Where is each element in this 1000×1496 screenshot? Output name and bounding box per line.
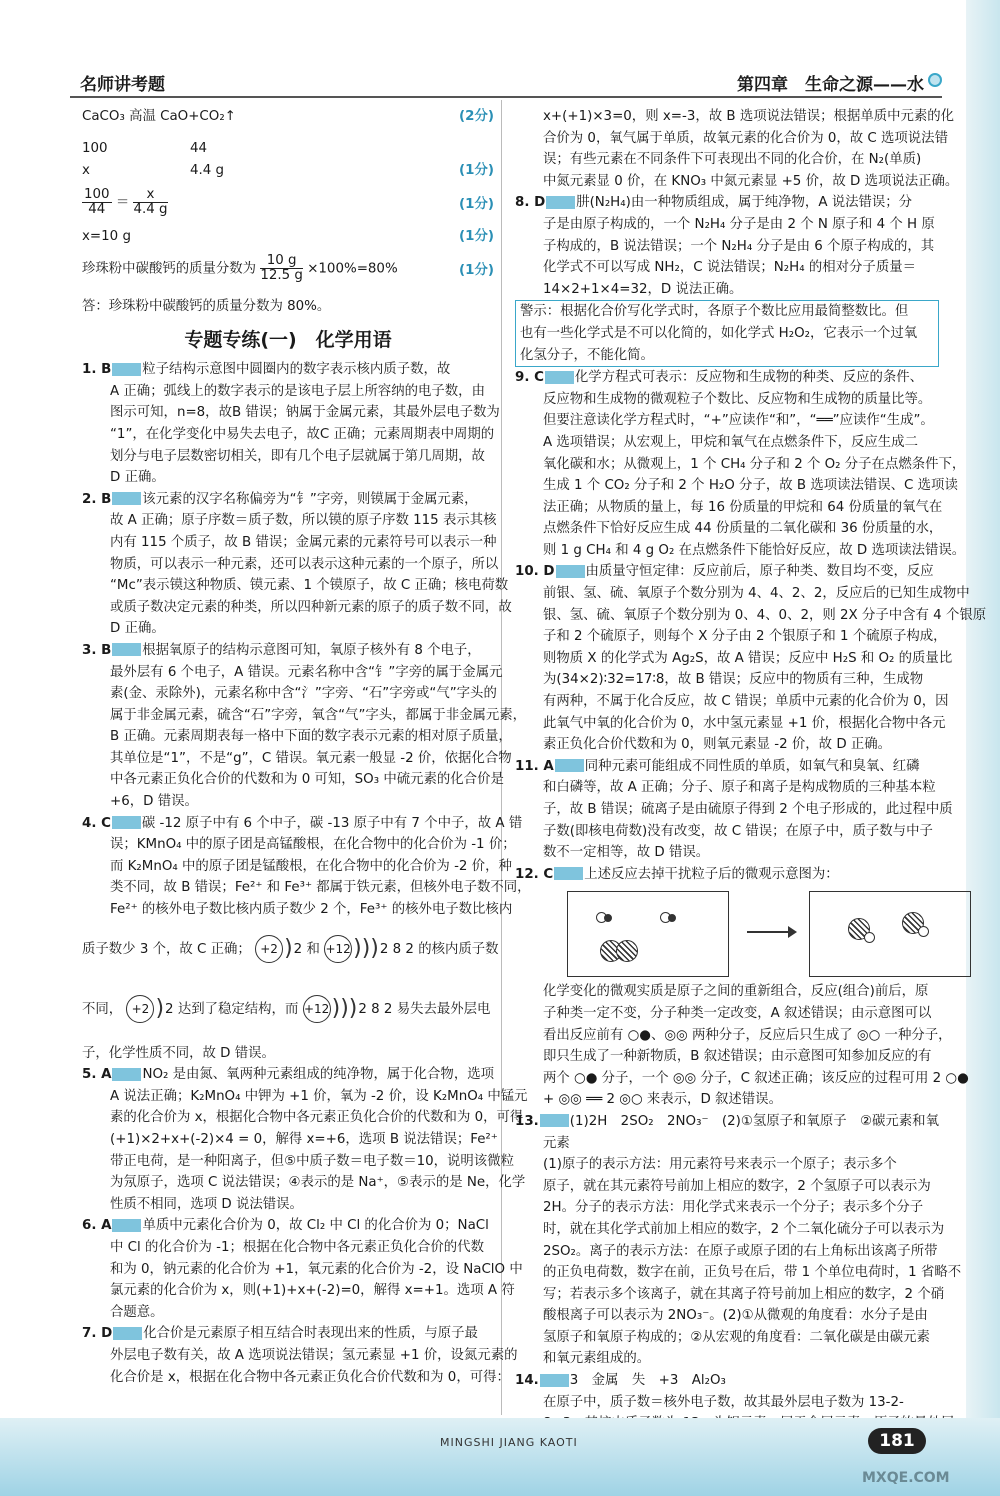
text-line	[515, 1348, 939, 1370]
line-text: 2SO₂。离子的表示方法：在原子或原子团的右上角标出该离子所带	[543, 1243, 938, 1259]
question-number: 7. D	[82, 1326, 113, 1342]
line-text: 合价为 0，氧气属于单质，故氧元素的化合价为 0，故 C 选项说法错	[543, 130, 948, 146]
text-line	[82, 554, 499, 576]
section-title: 专题专练(一) 化学用语	[184, 328, 392, 351]
analysis-tag-icon	[112, 1068, 141, 1081]
line-text: 单质中元素化合价为 0，故 Cl₂ 中 Cl 的化合价为 0；NaCl	[142, 1218, 489, 1234]
calc-row-result: x=10 g (1分)	[82, 229, 494, 244]
text-line	[515, 214, 939, 236]
text-line	[515, 1068, 969, 1090]
analysis-tag-icon	[554, 867, 583, 880]
right-column	[515, 106, 987, 1435]
line-text: 和为 0，钠元素的化合价为 +1，氧元素的化合价为 -2，设 NaClO 中	[110, 1261, 523, 1277]
text-line	[82, 575, 509, 597]
line-text: 性质不相同，选项 D 说法错误。	[110, 1196, 303, 1212]
text-line	[515, 497, 943, 519]
line-text: 原子，就在其元素符号前加上相应的数字，2 个氢原子可以表示为	[543, 1178, 931, 1194]
analysis-tag-icon	[556, 565, 585, 578]
line-text: 则物质 X 的化学式为 Ag₂S，故 A 错误；反应中 H₂S 和 O₂ 的质量比	[543, 650, 953, 666]
text-line	[515, 106, 955, 128]
line-text: (+1)×2+x+(-2)×4 = 0，解得 x=+6，选项 B 说法错误；Fe²⁺	[110, 1132, 498, 1147]
text-line	[515, 192, 939, 214]
line-text: 素的化合价为 x，根据化合物中各元素正负化合价的代数和为 0，可得	[110, 1110, 524, 1126]
atom-row-3: 子，化学性质不同，故 D 错误。	[82, 1045, 275, 1061]
line-text: 数不一定相等，故 D 错误。	[543, 845, 710, 861]
analysis-tag-icon	[112, 363, 141, 376]
reaction-diagram	[567, 891, 939, 977]
analysis-tag-icon	[112, 816, 141, 829]
analysis-tag-icon	[540, 1114, 569, 1127]
analysis-tag-icon	[545, 371, 574, 384]
text-line	[82, 662, 503, 684]
text-line	[515, 1262, 962, 1284]
line-text: “1”，在化学变化中易失去电子，故C 正确；元素周期表中周期的	[110, 426, 495, 442]
line-text: (1)原子的表示方法：用元素符号来表示一个原子；表示多个	[543, 1157, 897, 1173]
text-line	[515, 475, 958, 497]
calc-equation: CaCO₃ 高温 CaO+CO₂↑ (2分)	[82, 109, 494, 124]
warning-note	[515, 300, 939, 367]
line-text: 在原子中，质子数＝核外电子数，故其最外层电子数为 13-2-	[543, 1394, 904, 1410]
text-line	[515, 583, 970, 605]
text-line	[82, 446, 494, 468]
text-line	[82, 877, 531, 899]
analysis-tag-icon	[112, 1219, 141, 1232]
analysis-tag-icon	[540, 1374, 569, 1387]
line-text: 子数(即核电荷数)没有改变，故 C 错误；在原子中，质子数与中子	[543, 823, 933, 839]
footer-band	[0, 1418, 1000, 1496]
line-text: 子和 2 个硫原子，则每个 X 分子由 2 个银原子和 1 个硫原子构成，	[543, 629, 947, 645]
line-text: 粒子结构示意图中圆圈内的数字表示核内质子数，故	[142, 362, 451, 378]
text-line	[515, 1284, 945, 1306]
text-line	[515, 756, 939, 778]
text-line	[515, 389, 939, 411]
text-line	[82, 381, 494, 403]
text-line	[515, 1111, 939, 1133]
text-line	[82, 1107, 524, 1129]
text-line	[515, 648, 953, 670]
text-line	[82, 467, 494, 489]
line-text: 划分与电子层数密切相关，即有几个电子层就属于第几周期，故	[110, 448, 485, 464]
question-number: 2. B	[82, 491, 112, 507]
text-line	[82, 1280, 515, 1302]
line-text: 化学方程式可表示：反应物和生成物的种类、反应的条件、	[574, 370, 924, 386]
line-text: 即只生成了一种新物质，B 叙述错误；由示意图可知参加反应的有	[543, 1049, 932, 1065]
line-text: (1)2H 2SO₂ 2NO₃⁻ (2)①氢原子和氧原子 ②碳元素和氧	[569, 1113, 939, 1129]
text-line	[82, 424, 494, 446]
header-circle-icon	[928, 73, 942, 87]
line-text: 和白磷等，故 A 正确；分子、原子和离子是构成物质的三种基本粒	[543, 780, 936, 796]
calc-row-unknown: x 4.4 g (1分)	[82, 163, 494, 178]
text-line	[515, 171, 959, 193]
text-line	[515, 367, 939, 389]
text-line	[515, 713, 946, 735]
text-line	[515, 561, 939, 583]
text-line	[515, 454, 966, 476]
text-line	[515, 518, 943, 540]
text-line	[515, 691, 949, 713]
products-box	[809, 891, 971, 977]
calc-answer: 答：珍珠粉中碳酸钙的质量分数为 80%。	[82, 299, 331, 314]
line-text: 上述反应去掉干扰粒子后的微观示意图为：	[584, 866, 839, 882]
line-text: 内有 115 个质子，故 B 错误；金属元素的元素符号可以表示一种	[110, 534, 497, 550]
right-answers-2	[515, 367, 987, 885]
arrow-icon	[747, 931, 795, 933]
line-text: 3 金属 失 +3 Al₂O₃	[569, 1373, 726, 1389]
calc-row-proportion: $\frac{100}{44}$ ＝ $\frac{x}{4.4 g}$ (1分)	[84, 187, 494, 217]
line-text: 为氖原子，选项 C 说法错误；④表示的是 Na⁺，⑤表示的是 Ne，化学	[110, 1175, 526, 1191]
line-text: 同种元素可能组成不同性质的单质，如氧气和臭氧、红磷	[584, 758, 920, 774]
question-number: 11. A	[515, 758, 554, 774]
text-line	[82, 726, 512, 748]
text-line	[82, 597, 512, 619]
atom-row-2: 不同， +2 )2 达到了稳定结构，而 +12 )))2 8 2 易失去最外层电	[82, 995, 491, 1021]
text-line	[82, 1129, 498, 1151]
right-answers-3	[515, 981, 969, 1434]
line-text: 为(34×2)∶32=17∶8，故 B 错误；反应中的物质有三种，生成物	[543, 672, 924, 688]
text-line	[515, 1133, 939, 1155]
question-number: 1. B	[82, 362, 112, 378]
line-text: 银、氢、硫、氧原子个数分别为 0、4、0、2，则 2X 分子中含有 4 个银原	[543, 607, 987, 623]
line-text: 反应物和生成物的微观粒子个数比、反应物和生成物的质量比等。	[543, 391, 932, 407]
line-text: 中 Cl 的化合价为 -1；根据在化合物中各元素正负化合价的代数	[110, 1239, 484, 1255]
text-line	[82, 683, 497, 705]
line-text: 和氧元素组成的。	[543, 1351, 651, 1367]
analysis-tag-icon	[113, 1327, 142, 1340]
line-text: 氯元素的化合价为 x，则(+1)+x+(-2)=0，解得 x=+1。选项 A 符	[110, 1283, 515, 1299]
text-line	[515, 799, 953, 821]
line-text: D 正确。	[110, 621, 165, 637]
line-text: 看出反应前有 ○●、◎◎ 两种分子，反应后只生成了 ◎○ 一种分子，	[543, 1027, 952, 1043]
text-line	[515, 1197, 939, 1219]
line-text: 子种类一定不变，分子种类一定改变，A 叙述错误；由示意图可以	[543, 1005, 932, 1021]
question-number: 13.	[515, 1113, 539, 1129]
line-text: A 选项错误；从宏观上，甲烷和氧气在点燃条件下，反应生成二	[543, 434, 918, 450]
line-text: 子，故 B 错误；硫离子是由硫原子得到 2 个电子形成的，此过程中质	[543, 802, 953, 817]
text-line	[82, 618, 494, 640]
text-line	[515, 734, 939, 756]
text-line	[82, 1172, 526, 1194]
line-text: 故 A 正确；原子序数＝质子数，所以镆的原子序数 115 表示其核	[110, 513, 497, 529]
calc-row-mass: 100 44	[82, 141, 208, 156]
text-line	[515, 1089, 939, 1111]
line-text: 化合价是 x，根据在化合物中各元素正负化合价代数和为 0，可得：	[110, 1369, 510, 1385]
line-text: 氧化碳和水；从微观上，1 个 CH₄ 分子和 2 个 O₂ 分子在点燃条件下，	[543, 456, 966, 472]
line-text: NO₂ 是由氮、氧两种元素组成的纯净物，属于化合物，选项	[142, 1067, 494, 1083]
line-text: 写；若表示多个该离子，就在其离子符号前加上相应的数字，2 个硝	[543, 1286, 945, 1302]
line-text: 物质，可以表示一种元素，还可以表示这种元素的一个原子，所以	[110, 556, 499, 572]
text-line	[515, 1392, 939, 1414]
line-text: 的正负电荷数，数字在前，正负号在后，带 1 个单位电荷时，1 省略不	[543, 1265, 962, 1281]
text-line	[82, 899, 513, 921]
line-text: 中氮元素显 0 价，在 KNO₃ 中氮元素显 +5 价，故 D 选项说法正确。	[543, 173, 959, 189]
line-text: 氢原子和氧原子构成的；②从宏观的角度看：二氧化碳是由碳元素	[543, 1329, 930, 1345]
text-line	[515, 1219, 945, 1241]
text-line	[515, 1046, 939, 1068]
line-text: 两个 ○● 分子，一个 ◎◎ 分子，C 叙述正确；该反应的过程可用 2 ○●	[543, 1070, 969, 1086]
text-line	[82, 532, 497, 554]
line-text: 但要注意读化学方程式时，“+”应读作“和”，“══”应读作“生成”。	[543, 413, 934, 429]
analysis-tag-icon	[112, 492, 141, 505]
text-line	[515, 279, 939, 301]
text-line	[82, 489, 494, 511]
footer-brand: MINGSHI JIANG KAOTI	[440, 1436, 578, 1449]
text-line	[515, 669, 939, 691]
text-line	[82, 359, 494, 381]
line-text: 元素	[543, 1135, 570, 1151]
text-line	[515, 149, 939, 171]
text-line	[515, 1154, 939, 1176]
reactants-box	[567, 891, 729, 977]
line-text: 或质子数决定元素的种类，所以四种新元素的原子的质子数不同，故	[110, 599, 512, 615]
line-text: 14×2+1×4=32，D 说法正确。	[543, 281, 743, 297]
line-text: 根据氧原子的结构示意图可知，氧原子核外有 8 个电子，	[142, 642, 481, 658]
right-answers	[515, 106, 959, 300]
text-line	[82, 510, 497, 532]
text-line	[515, 777, 939, 799]
text-line	[82, 791, 494, 813]
analysis-tag-icon	[112, 643, 141, 656]
text-line	[515, 540, 966, 562]
line-text: 点燃条件下恰好反应生成 44 份质量的二氧化碳和 36 份质量的水，	[543, 521, 943, 537]
line-text: 图示可知，n=8，故B 错误；钠属于金属元素，其最外层电子数为	[110, 405, 500, 421]
text-line	[515, 864, 939, 886]
question-number: 10. D	[515, 564, 555, 580]
line-text: Fe²⁺ 的核外电子数比核内质子数少 2 个，Fe³⁺ 的核外电子数比核内	[110, 902, 513, 918]
line-text: 误；有些元素在不同条件下可表现出不同的化合价，在 N₂(单质)	[543, 152, 922, 168]
text-line	[82, 1086, 528, 1108]
atom-diagram: +2	[255, 935, 283, 963]
text-line	[82, 1215, 494, 1237]
text-line	[515, 257, 939, 279]
question-number: 14.	[515, 1373, 539, 1389]
line-text: 其单位是“1”，不是“g”，C 错误。氧元素一般显 -2 价，依据化合物	[110, 750, 512, 766]
text-line	[515, 626, 947, 648]
text-line	[82, 1367, 510, 1389]
line-text: 前银、氢、硫、氧原子个数分别为 4、4、2、2，反应后的已知生成物中	[543, 586, 970, 602]
atom-row-1: 质子数少 3 个，故 C 正确； +2 )2 和 +12 )))2 8 2 的核内质子数	[82, 935, 499, 961]
note-line: 警示：根据化合价写化学式时，各原子个数比应用最简整数比。但	[520, 304, 909, 320]
text-line	[515, 410, 939, 432]
text-line	[515, 821, 939, 843]
line-text: 酸根离子可以表示为 2NO₃⁻。(2)①从微观的角度看：水分子是由	[543, 1308, 928, 1324]
page-edge	[966, 0, 1000, 1496]
text-line	[82, 1323, 494, 1345]
line-text: 化学变化的微观实质是原子之间的重新组合，反应(组合)前后，原	[543, 984, 929, 1000]
line-text: 类不同，故 B 错误；Fe²⁺ 和 Fe³⁺ 都属于铁元素，但核外电子数不同，	[110, 880, 531, 896]
line-text: 素(金、汞除外)，元素名称中含“氵”字旁、“石”字旁或“气”字头的	[110, 686, 497, 702]
line-text: 素正负化合价代数和为 0，则氧元素显 -2 价，故 D 正确。	[543, 737, 892, 753]
line-text: “Mc”表示镆这种物质、镆元素、1 个镆原子，故 C 正确；核电荷数	[110, 578, 509, 594]
line-text: 属于非金属元素，硫含“石”字旁，氧含“气”字头，都属于非金属元素，	[110, 707, 527, 723]
question-number: 9. C	[515, 370, 544, 386]
header-chapter-title: 第四章 生命之源——水	[737, 75, 924, 95]
question-number: 4. C	[82, 815, 111, 831]
question-number: 12. C	[515, 866, 554, 882]
text-line	[515, 1025, 952, 1047]
text-line	[82, 1194, 494, 1216]
text-line	[515, 981, 939, 1003]
text-line	[515, 1327, 939, 1349]
line-text: 化合价是元素原子相互结合时表现出来的性质，与原子最	[143, 1326, 478, 1342]
line-text: 时，就在其化学式前加上相应的数字，2 个二氧化硫分子可以表示为	[543, 1221, 945, 1237]
text-line	[515, 1003, 939, 1025]
header-rule	[70, 96, 942, 98]
line-text: 碳 -12 原子中有 6 个中子，碳 -13 原子中有 7 个中子，故 A 错	[141, 815, 523, 831]
line-text: A 说法正确；K₂MnO₄ 中钾为 +1 价，氧为 -2 价，设 K₂MnO₄ 中锰元	[110, 1088, 528, 1104]
text-line	[82, 1237, 494, 1259]
line-text: 法正确；从物质的量上，每 16 份质量的甲烷和 64 份质量的氧气在	[543, 499, 943, 515]
question-number: 5. A	[82, 1067, 112, 1083]
note-line: 也有一些化学式是不可以化简的，如化学式 H₂O₂，它表示一个过氧	[520, 325, 918, 341]
text-line	[82, 748, 512, 770]
atom-diagram: +2	[126, 995, 154, 1023]
line-text: 由质量守恒定律：反应前后，原子种类、数目均不变，反应	[585, 564, 934, 580]
line-text: 最外层有 6 个电子，A 错误。元素名称中含“钅”字旁的属于金属元	[110, 664, 503, 680]
text-line	[515, 1370, 939, 1392]
line-text: 而 K₂MnO₄ 中的原子团是锰酸根，在化合物中的化合价为 -2 价，种	[110, 858, 512, 874]
analysis-tag-icon	[546, 196, 575, 209]
text-line	[82, 1302, 494, 1324]
question-number: 8. D	[515, 195, 546, 211]
atom-diagram: +12	[324, 935, 352, 963]
line-text: 该元素的汉字名称偏旁为“钅”字旁，则镆属于金属元素，	[142, 491, 478, 507]
calc-row-percent: 珍珠粉中碳酸钙的质量分数为 $\frac{10 g}{12.5 g}$ ×100%=80% (1分)	[82, 253, 494, 283]
question-number: 3. B	[82, 642, 112, 658]
note-line: 化氢分子，不能化简。	[520, 347, 654, 363]
page-number: 181	[868, 1428, 926, 1454]
line-text: D 正确。	[110, 470, 165, 486]
line-text: 合题意。	[110, 1304, 164, 1320]
text-line	[82, 1345, 518, 1367]
line-text: 误；KMnO₄ 中的原子团是高锰酸根，在化合物中的化合价为 -1 价；	[110, 837, 516, 853]
text-line	[515, 236, 939, 258]
text-line	[82, 1151, 514, 1173]
analysis-tag-icon	[555, 759, 584, 772]
text-line	[82, 402, 500, 424]
line-text: 子构成的，B 说法错误；一个 N₂H₄ 分子是由 6 个原子构成的，其	[543, 238, 935, 254]
text-line	[515, 1305, 939, 1327]
header-book-title: 名师讲考题	[80, 75, 165, 95]
text-line	[82, 769, 504, 791]
line-text: 子是由原子构成的，一个 N₂H₄ 分子是由 2 个 N 原子和 4 个 H 原	[543, 216, 935, 232]
text-line	[515, 1176, 939, 1198]
text-line	[82, 813, 523, 835]
text-line	[515, 842, 939, 864]
line-text: +6，D 错误。	[110, 794, 198, 810]
line-text: 肼(N₂H₄)由一种物质组成，属于纯净物，A 说法错误；分	[576, 195, 913, 211]
text-line	[515, 432, 939, 454]
text-line	[82, 640, 494, 662]
text-line	[515, 128, 948, 150]
text-line	[82, 1064, 494, 1086]
text-line	[82, 705, 527, 727]
text-line	[82, 856, 512, 878]
line-text: 生成 1 个 CO₂ 分子和 2 个 H₂O 分子，故 B 选项读法错误、C 选项读	[543, 478, 958, 494]
text-line	[515, 1241, 939, 1263]
line-text: B 正确。元素周期表每一格中下面的数字表示元素的相对原子质量，	[110, 729, 512, 745]
line-text: 外层电子数有关，故 A 选项说法错误；氢元素显 +1 价，设氮元素的	[110, 1347, 518, 1363]
line-text: 有两种，不属于化合反应，故 C 错误；单质中元素的化合价为 0，因	[543, 694, 949, 710]
line-text: 2H。分子的表示方法：用化学式来表示一个分子；表示多个分子	[543, 1200, 924, 1216]
watermark-logo: MXQE.COM	[862, 1470, 950, 1486]
question-number: 6. A	[82, 1218, 112, 1234]
line-text: A 正确；弧线上的数字表示的是该电子层上所容纳的电子数，由	[110, 383, 485, 399]
text-line	[82, 834, 516, 856]
line-text: 中各元素正负化合价的代数和为 0 可知，SO₃ 中硫元素的化合价是	[110, 772, 504, 788]
line-text: 此氧气中氧的化合价为 0，水中氢元素显 +1 价，根据化合物中各元	[543, 715, 946, 731]
line-text: + ◎◎ ══ 2 ◎○ 来表示，D 叙述错误。	[543, 1092, 782, 1108]
line-text: 带正电荷，是一种阳离子，但⑤中质子数＝电子数＝10，说明该微粒	[110, 1153, 514, 1169]
line-text: 则 1 g CH₄ 和 4 g O₂ 在点燃条件下能恰好反应，故 D 选项读法错误。	[543, 542, 966, 558]
text-line	[82, 1259, 523, 1281]
text-line	[515, 605, 987, 627]
line-text: x+(+1)×3=0，则 x=-3，故 B 选项说法错误；根据单质中元素的化	[543, 109, 955, 124]
atom-diagram: +12	[303, 995, 331, 1023]
line-text: 化学式不可以写成 NH₂，C 说法错误；N₂H₄ 的相对分子质量＝	[543, 260, 916, 276]
